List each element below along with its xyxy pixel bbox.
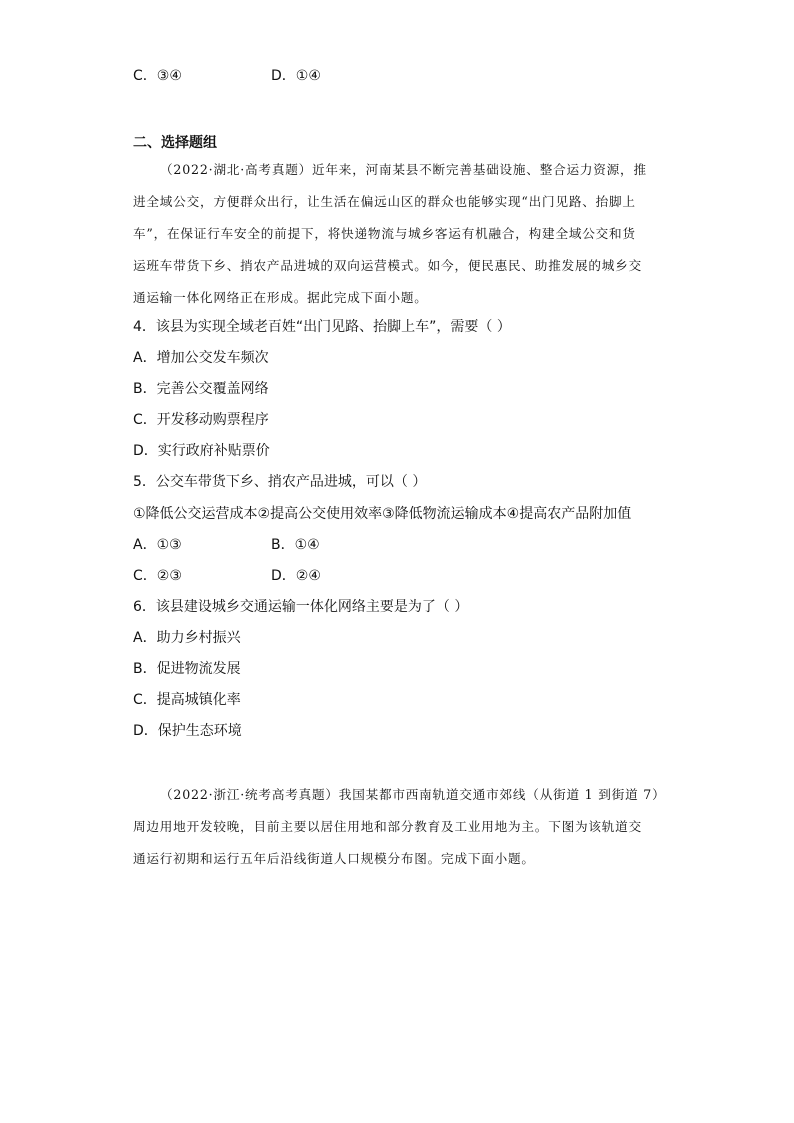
- passage-line: 通运输一体化网络正在形成。据此完成下面小题。: [133, 290, 428, 305]
- option-b: B．促进物流发展: [133, 661, 241, 677]
- section-title: 二、选择题组: [133, 135, 217, 151]
- passage-line: 进全域公交，方便群众出行，让生活在偏远山区的群众也能够实现“出门见路、抬脚上: [133, 194, 636, 209]
- passage-line: 车”，在保证行车安全的前提下，将快递物流与城乡客运有机融合，构建全域公交和货: [133, 226, 636, 241]
- passage-line: 通运行初期和运行五年后沿线街道人口规模分布图。完成下面小题。: [133, 851, 535, 866]
- option-d: D．②④: [271, 568, 321, 584]
- passage-line: 周边用地开发较晚，目前主要以居住用地和部分教育及工业用地为主。下图为该轨道交: [133, 819, 642, 834]
- option-c: C．②③: [133, 568, 182, 584]
- option-c: C．开发移动购票程序: [133, 412, 269, 428]
- option-c: C．提高城镇化率: [133, 692, 241, 708]
- option-b: B．完善公交覆盖网络: [133, 381, 269, 397]
- question-stem: 6．该县建设城乡交通运输一体化网络主要是为了（ ）: [133, 599, 469, 615]
- question-stem: 4．该县为实现全域老百姓“出门见路、抬脚上车”，需要（ ）: [133, 319, 511, 335]
- statement-list: ①降低公交运营成本②提高公交使用效率③降低物流运输成本④提高农产品附加值: [133, 506, 632, 522]
- passage-line: 运班车带货下乡、捎农产品进城的双向运营模式。如今，便民惠民、助推发展的城乡交: [133, 258, 642, 273]
- option-d-prev: D．①④: [271, 68, 321, 84]
- option-b: B．①④: [271, 537, 320, 553]
- question-stem: 5．公交车带货下乡、捎农产品进城，可以（ ）: [133, 474, 427, 490]
- option-a: A．增加公交发车频次: [133, 350, 269, 366]
- option-a: A．助力乡村振兴: [133, 630, 241, 646]
- option-a: A．①③: [133, 537, 182, 553]
- option-d: D．保护生态环境: [133, 723, 242, 739]
- option-c-prev: C．③④: [133, 68, 182, 84]
- option-d: D．实行政府补贴票价: [133, 443, 270, 459]
- passage-line: （2022·浙江·统考高考真题）我国某都市西南轨道交通市郊线（从街道 1 到街道 7）: [160, 787, 666, 802]
- passage-line: （2022·湖北·高考真题）近年来，河南某县不断完善基础设施、整合运力资源，推: [160, 162, 647, 177]
